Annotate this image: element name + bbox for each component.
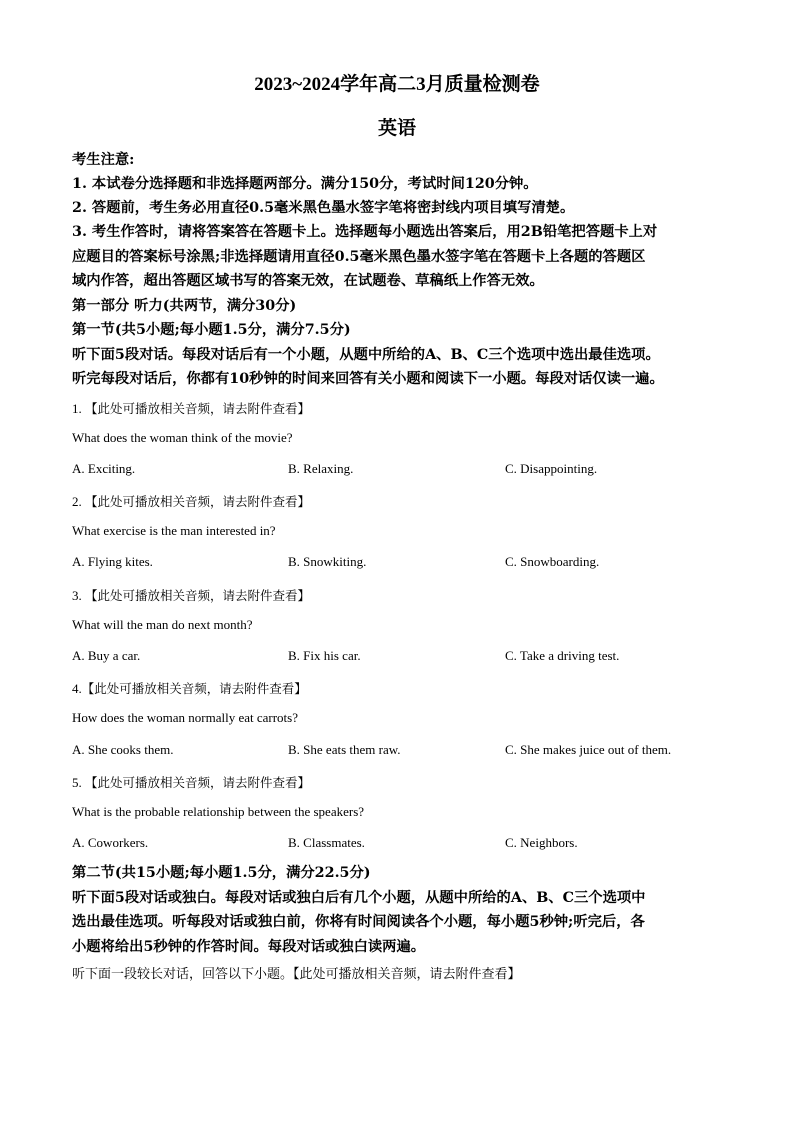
audio-placeholder-link[interactable]: 【此处可播放相关音频，请去附件查看】	[85, 775, 311, 790]
question-5-option-c: C. Neighbors.	[505, 835, 578, 850]
question-4-option-a: A. She cooks them.	[72, 742, 174, 757]
question-2-stem: What exercise is the man interested in?	[72, 523, 276, 538]
question-5-audio[interactable]	[72, 773, 310, 791]
question-5-stem: What is the probable relationship between the speakers?	[72, 804, 365, 819]
part1-heading: 第一部分 听力(共两节，满分30分)	[72, 298, 297, 314]
subject-title: 英语	[377, 118, 416, 139]
question-4-stem: How does the woman normally eat carrots?	[72, 710, 298, 725]
section1-heading: 第一节(共5小题;每小题1.5分，满分7.5分)	[72, 322, 351, 338]
audio-placeholder-link[interactable]: 【此处可播放相关音频，请去附件查看】	[85, 588, 311, 603]
question-3-audio[interactable]	[72, 586, 310, 604]
notice-item-3-line-2: 应题目的答案标号涂黑;非选择题请用直径0.5毫米黑色墨水签字笔在答题卡上各题的答题区	[72, 249, 646, 265]
section2-instruction-line-3: 小题将给出5秒钟的作答时间。每段对话或独白读两遍。	[72, 939, 426, 955]
question-3-option-c: C. Take a driving test.	[505, 648, 620, 663]
question-3-option-a: A. Buy a car.	[72, 648, 141, 663]
question-4-option-c: C. She makes juice out of them.	[505, 742, 672, 757]
question-1-option-b: B. Relaxing.	[288, 461, 354, 476]
section2-instruction-line-1: 听下面5段对话或独白。每段对话或独白后有几个小题，从题中所给的A、B、C三个选项中	[72, 890, 646, 906]
notice-item-2: 2. 答题前，考生务必用直径0.5毫米黑色墨水签字笔将密封线内项目填写清楚。	[72, 200, 575, 216]
question-2-option-c: C. Snowboarding.	[505, 554, 600, 569]
question-2-option-a: A. Flying kites.	[72, 554, 153, 569]
question-number: 5.	[72, 775, 82, 790]
section1-instruction-line-2: 听完每段对话后，你都有10秒钟的时间来回答有关小题和阅读下一小题。每段对话仅读一遍。	[72, 371, 664, 387]
question-1-stem: What does the woman think of the movie?	[72, 430, 293, 445]
audio-placeholder-link[interactable]: 【此处可播放相关音频，请去附件查看】	[81, 681, 307, 696]
question-number: 1.	[72, 401, 82, 416]
question-4-option-b: B. She eats them raw.	[288, 742, 401, 757]
section1-instruction-line-1: 听下面5段对话。每段对话后有一个小题，从题中所给的A、B、C三个选项中选出最佳选项。	[72, 347, 660, 363]
exam-title: 2023~2024学年高二3月质量检测卷	[254, 74, 540, 95]
question-4-audio[interactable]	[72, 679, 307, 697]
section2-lead-audio[interactable]: 听下面一段较长对话，回答以下小题。【此处可播放相关音频，请去附件查看】	[72, 967, 521, 982]
question-2-audio[interactable]	[72, 492, 310, 510]
question-2-option-b: B. Snowkiting.	[288, 554, 367, 569]
question-1-option-c: C. Disappointing.	[505, 461, 598, 476]
question-number: 2.	[72, 494, 82, 509]
question-5-option-b: B. Classmates.	[288, 835, 365, 850]
question-3-stem: What will the man do next month?	[72, 617, 253, 632]
notice-item-3-line-1: 3. 考生作答时，请将答案答在答题卡上。选择题每小题选出答案后，用2B铅笔把答题卡上对	[72, 224, 658, 240]
question-number: 4.	[72, 681, 82, 696]
section2-heading: 第二节(共15小题;每小题1.5分，满分22.5分)	[72, 865, 371, 881]
audio-placeholder-link[interactable]: 【此处可播放相关音频，请去附件查看】	[85, 401, 311, 416]
notice-item-3-line-3: 域内作答，超出答题区域书写的答案无效，在试题卷、草稿纸上作答无效。	[72, 273, 544, 289]
question-1-option-a: A. Exciting.	[72, 461, 136, 476]
section2-instruction-line-2: 选出最佳选项。听每段对话或独白前，你将有时间阅读各个小题，每小题5秒钟;听完后，各	[72, 914, 645, 930]
question-number: 3.	[72, 588, 82, 603]
notice-heading: 考生注意:	[72, 152, 135, 168]
notice-item-1: 1. 本试卷分选择题和非选择题两部分。满分150分，考试时间120分钟。	[72, 176, 538, 192]
audio-placeholder-link[interactable]: 【此处可播放相关音频，请去附件查看】	[85, 494, 311, 509]
question-3-option-b: B. Fix his car.	[288, 648, 361, 663]
question-1-audio[interactable]	[72, 399, 310, 417]
question-5-option-a: A. Coworkers.	[72, 835, 149, 850]
